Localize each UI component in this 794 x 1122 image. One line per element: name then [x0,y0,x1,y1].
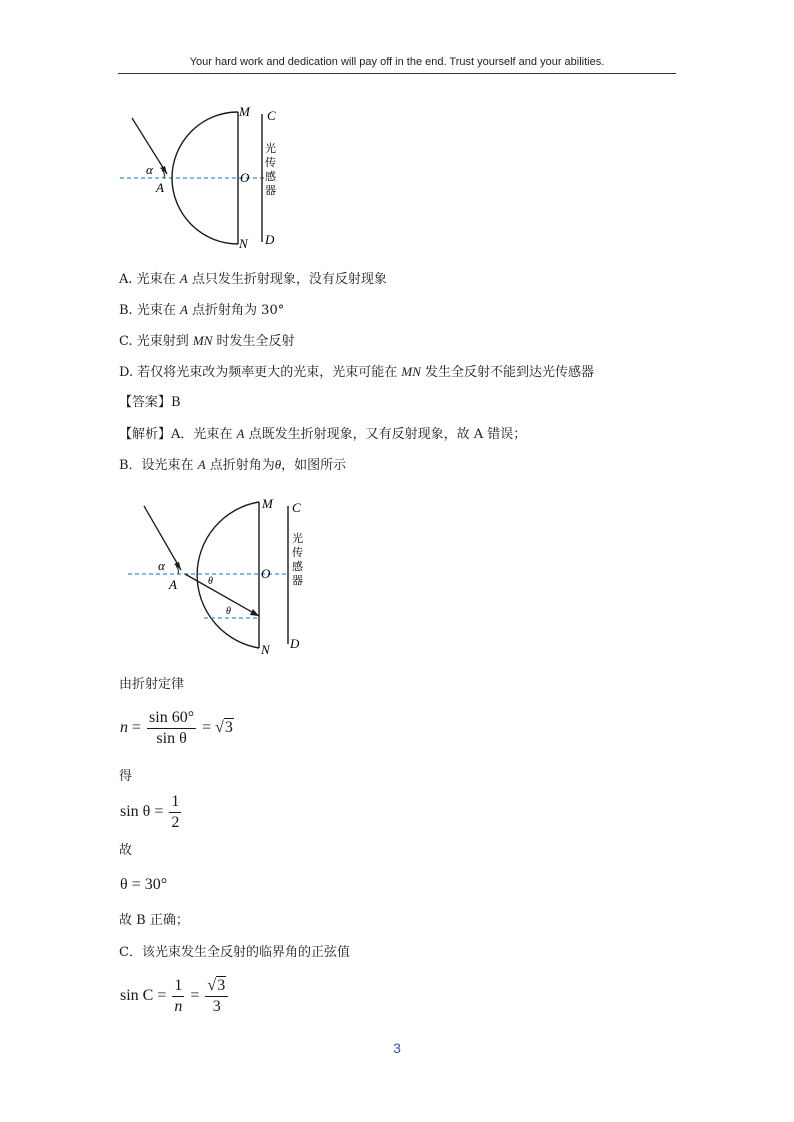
text-de: 得 [119,769,133,784]
page-number: 3 [393,1040,401,1056]
label-N: N [261,642,270,657]
equation-1: n = $\frac{\sin 60^\circ}{\text{sin θ}}$ = √3 [120,709,233,747]
text-c: C．该光束发生全反射的临界角的正弦值 [119,945,350,960]
label-theta-1: θ [208,576,213,587]
analysis-b: B．设光束在 A 点折射角为θ，如图所示 [119,457,347,473]
equation-3: θ = 30° [120,876,168,893]
label-M: M [262,496,273,511]
sensor-char-2: 传 [265,157,276,169]
label-M: M [239,104,250,119]
option-a: A. 光束在 A 点只发生折射现象，没有反射现象 [119,271,387,287]
equation-4: sin C = $\frac{1}{n}$ = $\frac{√3}{3}$ [120,976,230,1017]
label-D: D [290,636,300,651]
label-C: C [267,108,276,123]
option-d: D. 若仅将光束改为频率更大的光束，光束可能在 MN 发生全反射不能到达光传感器 [119,364,594,380]
page-header: Your hard work and dedication will pay off in the end. Trust yourself and your abilities. [189,56,605,68]
sensor-char-4: 器 [292,575,303,587]
label-A: A [169,577,177,592]
semicircle-glass [197,502,259,648]
refracted-arrow-head [250,609,259,616]
analysis-a: 【解析】A．光束在 A 点既发生折射现象，又有反射现象，故 A 错误； [119,426,527,442]
sensor-char-1: 光 [265,143,276,155]
sensor-char-4: 器 [265,185,276,197]
sensor-char-3: 感 [292,561,303,573]
sensor-char-3: 感 [265,171,276,183]
option-b: B. 光束在 A 点折射角为 30° [119,302,285,318]
sensor-char-1: 光 [292,533,303,545]
label-alpha: α [158,558,165,573]
text-gu: 故 [119,843,133,858]
label-theta-2: θ [226,606,231,617]
answer-line: 【答案】B [119,395,181,410]
text-b-correct: 故 B 正确； [119,913,189,928]
refraction-law-text: 由折射定律 [119,677,185,692]
figure-2-diagram [118,492,318,662]
label-C: C [292,500,301,515]
label-A: A [156,180,164,195]
label-O: O [261,566,271,581]
label-O: O [240,170,250,185]
label-D: D [265,232,275,247]
equation-2: sin θ = $\frac{1}{2}$ [120,793,180,831]
label-N: N [239,236,248,250]
sensor-char-2: 传 [292,547,303,559]
label-alpha: α [146,162,153,177]
option-c: C. 光束射到 MN 时发生全反射 [119,333,295,349]
figure-1-diagram [110,100,290,250]
header-rule [118,73,676,74]
refracted-ray [185,574,259,616]
